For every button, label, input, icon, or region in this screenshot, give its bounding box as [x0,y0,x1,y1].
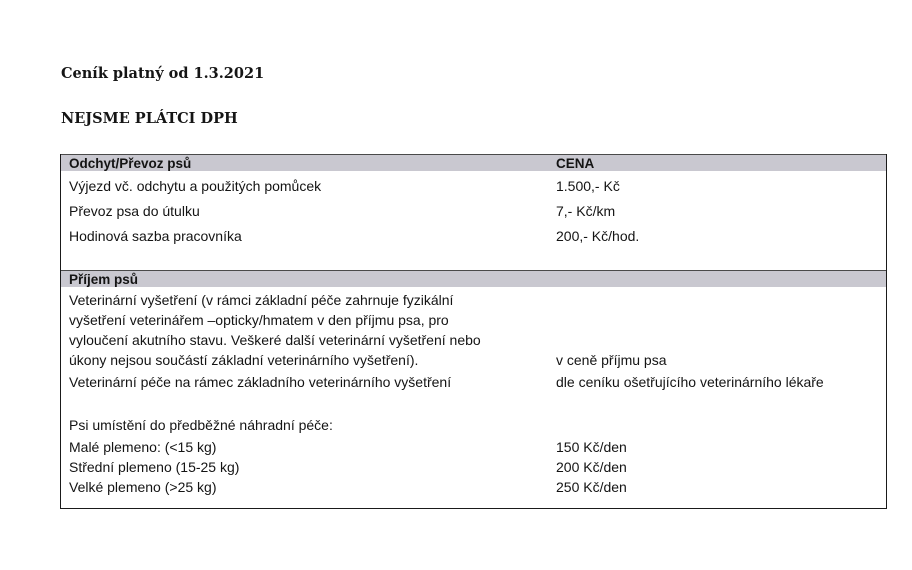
row-label-prevoz: Převoz psa do útulku [69,203,200,219]
exam-text-line-4: úkony nejsou součástí základní veterinárního vyšetření). [69,352,419,368]
row-price-vyjezd: 1.500,- Kč [556,178,620,194]
price-column-header: CENA [556,156,595,171]
foster-row-label-medium: Střední plemeno (15-25 kg) [69,459,240,475]
vet-care-price: dle ceníku ošetřujícího veterinárního lékaře [556,374,824,390]
section-header-prijem: Příjem psů [69,272,139,287]
exam-text-line-1: Veterinární vyšetření (v rámci základní péče zahrnuje fyzikální [69,292,454,308]
foster-row-price-small: 150 Kč/den [556,439,627,455]
price-table [60,154,887,509]
foster-care-title: Psi umístění do předběžné náhradní péče: [69,417,333,433]
row-label-vyjezd: Výjezd vč. odchytu a použitých pomůcek [69,178,322,194]
exam-price: v ceně příjmu psa [556,352,667,368]
row-label-hodinova-sazba: Hodinová sazba pracovníka [69,228,242,244]
foster-row-price-medium: 200 Kč/den [556,459,627,475]
section-header-odchyt: Odchyt/Převoz psů [69,156,192,171]
foster-row-price-large: 250 Kč/den [556,479,627,495]
foster-row-label-small: Malé plemeno: (<15 kg) [69,439,217,455]
exam-text-line-3: vyloučení akutního stavu. Veškeré další veterinární vyšetření nebo [69,332,481,348]
foster-row-label-large: Velké plemeno (>25 kg) [69,479,217,495]
vet-care-label: Veterinární péče na rámec základního veterinárního vyšetření [69,374,452,390]
row-price-hodinova-sazba: 200,- Kč/hod. [556,228,640,244]
vat-note: NEJSME PLÁTCI DPH [61,110,238,127]
exam-text-line-2: vyšetření veterinářem –opticky/hmatem v den příjmu psa, pro [69,312,449,328]
section-header-band-prijem [61,270,886,287]
page-title: Ceník platný od 1.3.2021 [61,65,265,82]
row-price-prevoz: 7,- Kč/km [556,203,616,219]
